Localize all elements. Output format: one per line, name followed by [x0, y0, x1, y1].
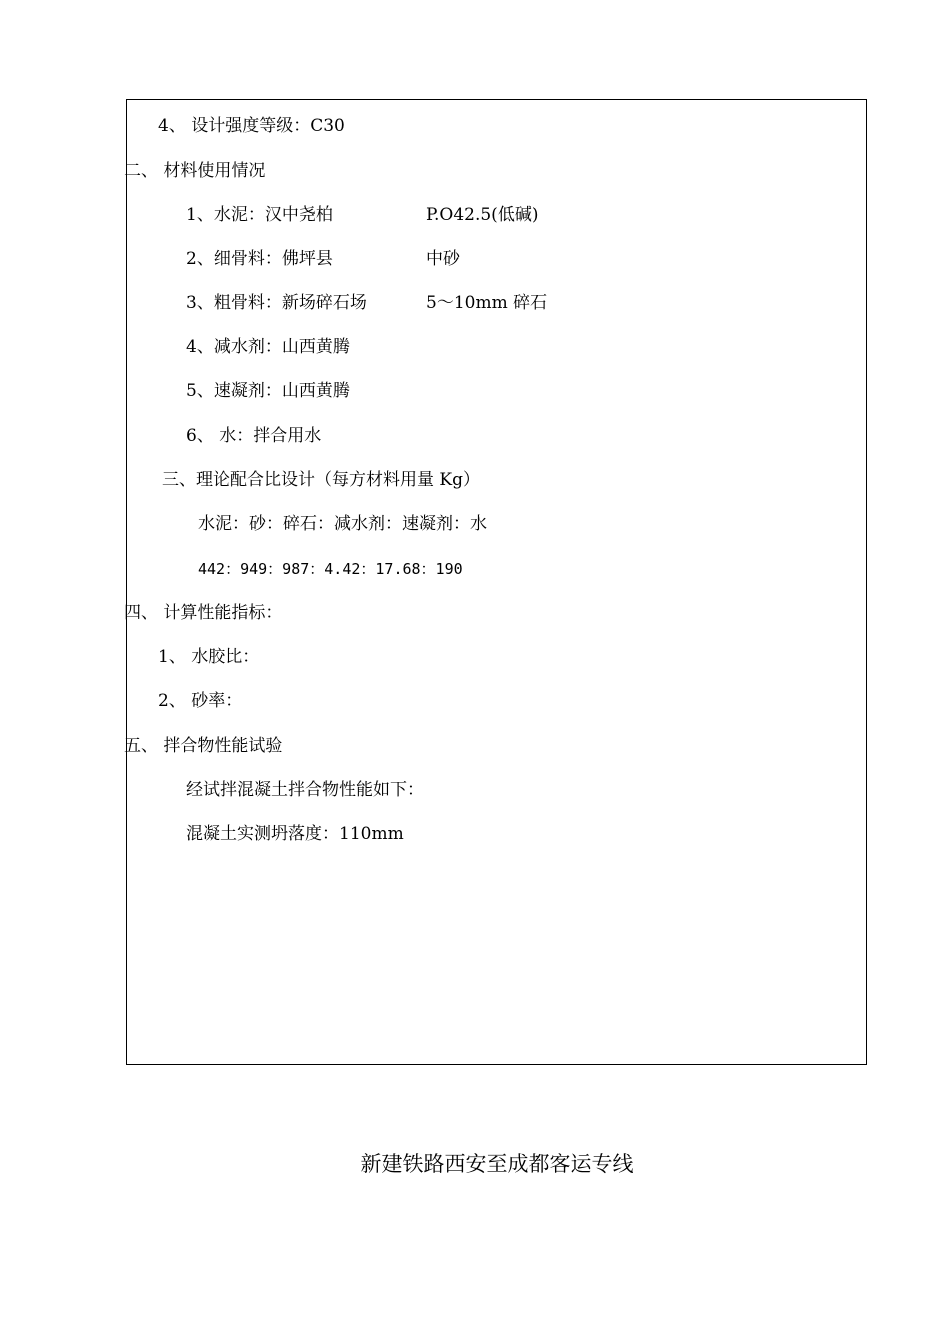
test-intro: 经试拌混凝土拌合物性能如下： [186, 780, 424, 800]
performance-heading: 四、 计算性能指标： [124, 603, 283, 623]
material-cement-spec: P.O42.5(低碱) [426, 205, 539, 225]
design-strength: 4、 设计强度等级：C30 [158, 116, 345, 136]
slump-value: 混凝土实测坍落度：110mm [186, 824, 404, 844]
material-coarse-aggregate-spec: 5～10mm 碎石 [426, 293, 548, 313]
mix-components: 水泥：砂：碎石：减水剂：速凝剂：水 [198, 514, 487, 534]
material-fine-aggregate-spec: 中砂 [426, 249, 460, 269]
material-water-label: 6、 水：拌合用水 [186, 426, 322, 446]
material-cement-label: 1、水泥：汉中尧柏 [186, 205, 333, 225]
material-fine-aggregate-label: 2、细骨料：佛坪县 [186, 249, 333, 269]
water-binder-ratio: 1、 水胶比： [158, 647, 260, 667]
test-heading: 五、 拌合物性能试验 [124, 736, 283, 756]
material-water-reducer-label: 4、减水剂：山西黄腾 [186, 337, 350, 357]
mix-heading: 三、理论配合比设计（每方材料用量 Kg） [162, 470, 480, 490]
materials-heading: 二、 材料使用情况 [124, 161, 266, 181]
sand-ratio: 2、 砂率： [158, 691, 243, 711]
mix-ratio: 442：949：987：4.42：17.68：190 [198, 560, 463, 578]
material-accelerator-label: 5、速凝剂：山西黄腾 [186, 381, 350, 401]
document-footer-title: 新建铁路西安至成都客运专线 [360, 1152, 634, 1176]
content-frame [126, 99, 867, 1065]
material-coarse-aggregate-label: 3、粗骨料：新场碎石场 [186, 293, 367, 313]
